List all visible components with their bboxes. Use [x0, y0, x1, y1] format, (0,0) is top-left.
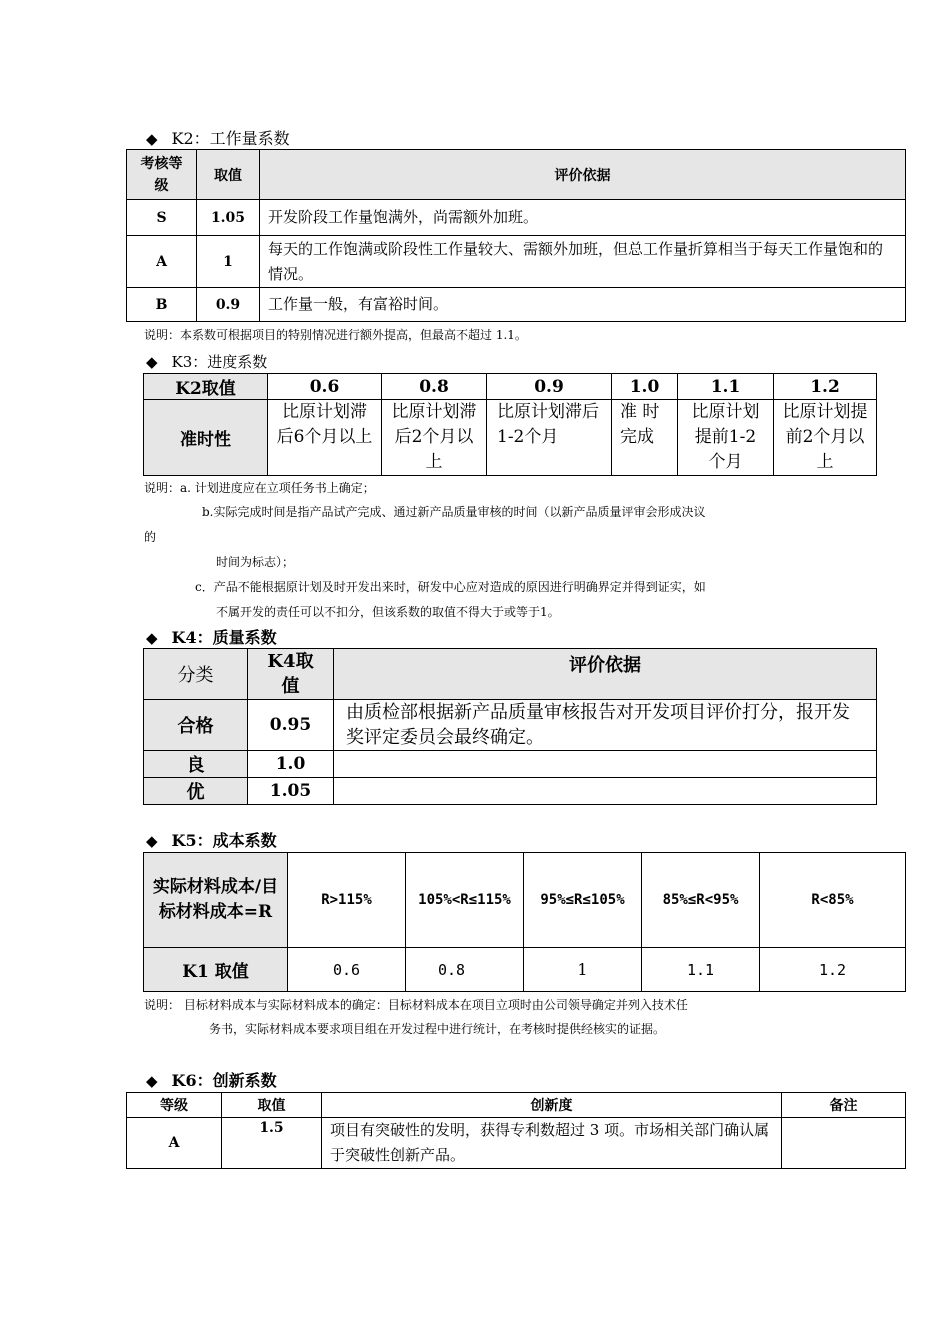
k3-timeliness-cell: 比原计划提前1-2个月 — [678, 400, 774, 476]
k6-heading — [146, 1068, 277, 1091]
k6-header-remark: 备注 — [782, 1093, 906, 1118]
k6-value-cell: 1.5 — [222, 1118, 322, 1169]
k3-value-cell: 0.8 — [382, 374, 487, 400]
k3-header-row — [144, 374, 877, 400]
k3-value-cell: 1.1 — [678, 374, 774, 400]
k2-grade-cell: S — [127, 200, 197, 236]
k4-header-class: 分类 — [144, 649, 248, 700]
k3-note-a: 说明：a. 计划进度应在立项任务书上确定； — [144, 481, 375, 495]
k5-value-cell: 1 — [524, 948, 642, 992]
k6-header-degree: 创新度 — [322, 1093, 782, 1118]
k3-timeliness-row — [144, 400, 877, 476]
k5-value-row — [144, 948, 906, 992]
k5-range-cell: R<85% — [760, 853, 906, 948]
k2-note: 说明：本系数可根据项目的特别情况进行额外提高，但最高不超过 1.1。 — [144, 328, 527, 342]
k4-class-cell: 良 — [144, 751, 248, 778]
k5-value-cell: 0.8 — [406, 948, 524, 992]
k3-value-cell: 1.2 — [774, 374, 877, 400]
k5-heading — [146, 828, 277, 851]
k2-header-value: 取值 — [197, 150, 260, 200]
k3-note-c: c．产品不能根据原计划及时开发出来时，研发中心应对造成的原因进行明确界定并得到证实，如 — [195, 580, 706, 594]
k5-table — [143, 852, 906, 992]
k3-heading — [146, 351, 267, 372]
k5-range-cell: R>115% — [288, 853, 406, 948]
k6-header-value: 取值 — [222, 1093, 322, 1118]
k6-header-row — [127, 1093, 906, 1118]
diamond-bullet-icon: ◆ — [146, 353, 158, 371]
k6-row-a — [127, 1118, 906, 1169]
k2-basis-cell: 每天的工作饱满或阶段性工作量较大、需额外加班，但总工作量折算相当于每天工作量饱和的情况。 — [260, 236, 906, 288]
k2-value-cell: 0.9 — [197, 288, 260, 322]
k5-header-row — [144, 853, 906, 948]
k5-note-1: 说明： 目标材料成本与实际材料成本的确定：目标材料成本在项目立项时由公司领导确定并列入技术任 — [144, 998, 688, 1012]
diamond-bullet-icon: ◆ — [146, 130, 158, 148]
k4-class-cell: 优 — [144, 778, 248, 805]
k4-value-cell: 1.0 — [248, 751, 334, 778]
k3-value-cell: 0.6 — [268, 374, 382, 400]
k2-basis-cell: 开发阶段工作量饱满外，尚需额外加班。 — [260, 200, 906, 236]
k4-basis-cell — [334, 778, 877, 805]
k2-row-a — [127, 236, 906, 288]
k6-remark-cell — [782, 1118, 906, 1169]
k4-basis-cell: 由质检部根据新产品质量审核报告对开发项目评价打分，报开发奖评定委员会最终确定。 — [334, 700, 877, 751]
k3-value-cell: 1.0 — [612, 374, 678, 400]
k3-heading-text: K3：进度系数 — [171, 353, 268, 371]
k4-class-cell: 合格 — [144, 700, 248, 751]
k4-header-basis: 评价依据 — [334, 649, 877, 700]
k4-value-cell: 1.05 — [248, 778, 334, 805]
k5-range-cell: 95%≤R≤105% — [524, 853, 642, 948]
k5-note-2: 务书，实际材料成本要求项目组在开发过程中进行统计，在考核时提供经核实的证据。 — [209, 1022, 666, 1036]
k6-table — [126, 1092, 906, 1169]
k3-note-b: b.实际完成时间是指产品试产完成、通过新产品质量审核的时间（以新产品质量评审会形成决议 — [202, 505, 706, 519]
k3-row-label: 准时性 — [144, 400, 268, 476]
k2-heading-text: K2：工作量系数 — [171, 129, 290, 148]
k2-value-cell: 1 — [197, 236, 260, 288]
k4-header-value: K4取值 — [248, 649, 334, 700]
k2-grade-cell: B — [127, 288, 197, 322]
k3-timeliness-cell: 比原计划滞后2个月以上 — [382, 400, 487, 476]
k3-header-label: K2取值 — [144, 374, 268, 400]
k5-range-cell: 85%≤R<95% — [642, 853, 760, 948]
k6-heading-text: K6：创新系数 — [171, 1071, 277, 1090]
k2-row-s — [127, 200, 906, 236]
k6-grade-cell: A — [127, 1118, 222, 1169]
k3-note-b-wrap: 的 — [144, 530, 157, 544]
k2-heading — [146, 126, 290, 149]
k4-header-row — [144, 649, 877, 700]
k6-header-grade: 等级 — [127, 1093, 222, 1118]
k4-basis-cell — [334, 751, 877, 778]
k6-degree-cell: 项目有突破性的发明，获得专利数超过 3 项。市场相关部门确认属于突破性创新产品。 — [322, 1118, 782, 1169]
k4-row-good — [144, 751, 877, 778]
k3-value-cell: 0.9 — [487, 374, 612, 400]
k2-header-basis: 评价依据 — [260, 150, 906, 200]
diamond-bullet-icon: ◆ — [146, 629, 158, 647]
k5-heading-text: K5：成本系数 — [171, 831, 277, 850]
k3-timeliness-cell: 比原计划滞后1-2个月 — [487, 400, 612, 476]
k4-heading-text: K4：质量系数 — [171, 628, 277, 647]
k3-timeliness-cell: 比原计划滞后6个月以上 — [268, 400, 382, 476]
k2-grade-cell: A — [127, 236, 197, 288]
k4-table — [143, 648, 877, 805]
k4-row-pass — [144, 700, 877, 751]
k2-header-grade: 考核等级 — [127, 150, 197, 200]
k2-table — [126, 149, 906, 322]
k3-note-b-cont: 时间为标志）； — [216, 555, 295, 569]
k5-header-label: 实际材料成本/目标材料成本=R — [144, 853, 288, 948]
k3-table — [143, 373, 877, 476]
k5-row-label: K1 取值 — [144, 948, 288, 992]
k4-value-cell: 0.95 — [248, 700, 334, 751]
k3-timeliness-cell: 比原计划提前2个月以上 — [774, 400, 877, 476]
k5-range-cell: 105%<R≤115% — [406, 853, 524, 948]
k2-basis-cell: 工作量一般，有富裕时间。 — [260, 288, 906, 322]
k3-note-c-cont: 不属开发的责任可以不扣分，但该系数的取值不得大于或等于1。 — [216, 605, 560, 619]
k2-header-row — [127, 150, 906, 200]
k5-value-cell: 0.6 — [288, 948, 406, 992]
k3-timeliness-cell: 准 时完成 — [612, 400, 678, 476]
k2-value-cell: 1.05 — [197, 200, 260, 236]
k4-row-excellent — [144, 778, 877, 805]
k5-value-cell: 1.1 — [642, 948, 760, 992]
k4-heading — [146, 625, 277, 648]
k2-row-b — [127, 288, 906, 322]
diamond-bullet-icon: ◆ — [146, 1072, 158, 1090]
diamond-bullet-icon: ◆ — [146, 832, 158, 850]
k5-value-cell: 1.2 — [760, 948, 906, 992]
